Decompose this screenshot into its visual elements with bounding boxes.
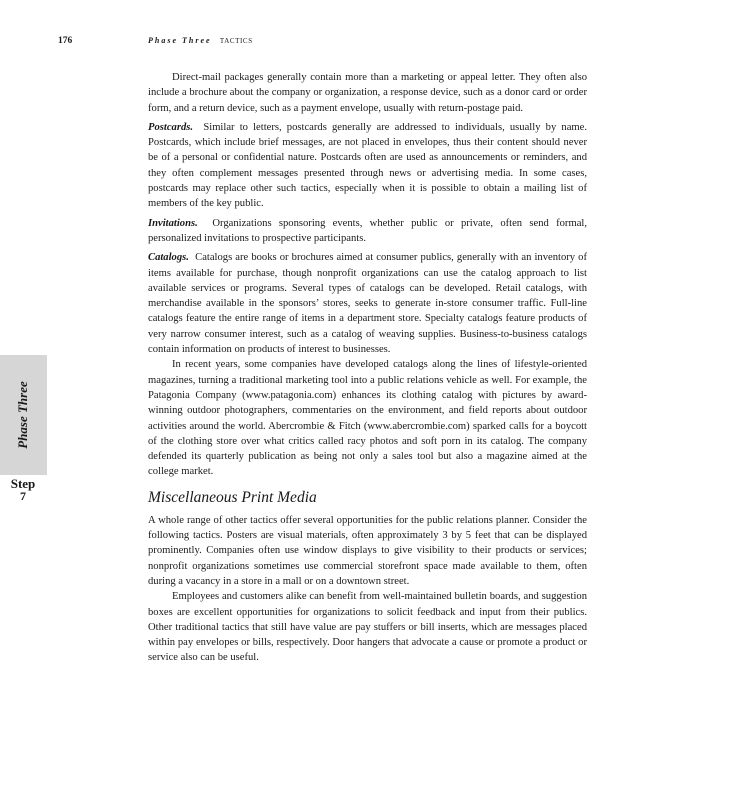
running-head-section: TACTICS [219, 37, 253, 45]
postcards-text: Similar to letters, postcards generally are addressed to individuals, usually by name. Postcards, which include brief messages, are not placed in envelopes, thus their content should never be of a personal or confidential nature. Postcards often are used as announcements or reminders, and they often complement messages presented through news or advertising media. In some cases, postcards may replace other such tactics, especially when it is possible to obtain a mailing list of members of the key public. [148, 121, 587, 210]
section-heading: Miscellaneous Print Media [148, 488, 317, 506]
paragraph-whole-range: A whole range of other tactics offer several opportunities for the public relations planner. Consider the following tactics. Posters are visual materials, often approximately 3 by 5 feet that can be displayed prominently. Companies often use window displays to give visibility to their products or services; nonprofit organizations sometimes use commercial storefront space made available to them, often during a vacancy in a store in a mall or on a downtown street. [148, 514, 587, 587]
paragraph-catalogs [148, 250, 587, 357]
catalogs-heading: Catalogs. [148, 252, 189, 264]
body-text [148, 70, 587, 666]
paragraph-direct-mail: Direct-mail packages generally contain more than a marketing or appeal letter. They often also include a brochure about the company or organization, a response device, such as a donor card or order form, and a return device, such as a payment envelope, usually with return-postage paid. [148, 72, 587, 114]
paragraph-employees: Employees and customers alike can benefit from well-maintained bulletin boards, and suggestion boxes are excellent opportunities for organizations to solicit feedback and input from their publics. Other traditional tactics that still have value are pay stuffers or bill inserts, which are messages placed within pay envelopes or bills, respectively. Door hangers that advocate a cause or promote a product or service also can be useful. [148, 591, 587, 664]
running-head-phase: Phase Three [148, 36, 212, 45]
paragraph-invitations [148, 216, 587, 247]
step-label: Step [10, 476, 36, 491]
invitations-text: Organizations sponsoring events, whether public or private, often send formal, personalized invitations to prospective participants. [148, 217, 587, 244]
running-head [148, 36, 253, 45]
step-marker [8, 478, 38, 502]
paragraph-recent-years: In recent years, some companies have developed catalogs along the lines of lifestyle-oriented magazines, turning a traditional marketing tool into a public relations vehicle as well. For example, the Patagonia Company (www.patagonia.com) enhances its clothing catalog with pictures by award-winning outdoor photographers, commentaries on the environment, and field reports about outdoor activities around the world. Abercrombie & Fitch (www.abercrombie.com) sparked calls for a boycott of the clothing store over what critics called racy photos and soft porn in its catalog. The company defended its quarterly publication as being not only a sales tool but also a magazine aimed at the college market. [148, 359, 587, 478]
paragraph-postcards [148, 120, 587, 212]
side-tab-label: Phase Three [15, 381, 30, 449]
invitations-heading: Invitations. [148, 217, 198, 229]
catalogs-text: Catalogs are books or brochures aimed at consumer publics, generally with an inventory of items available for purchase, though nonprofit organizations can use the catalog approach to list available services or programs. Several types of catalogs can be developed. Retail catalogs, with merchandise available in the sponsors’ stores, seeks to generate in-store consumer traffic. Full-line catalogs feature the entire range of items in a department store. Specialty catalogs feature products of very narrow consumer interest, such as a catalog of weaving supplies. Business-to-business catalogs contain information on products of interest to businesses. [148, 252, 587, 356]
postcards-heading: Postcards. [148, 121, 194, 133]
step-number: 7 [20, 489, 26, 503]
page-number: 176 [58, 36, 73, 46]
